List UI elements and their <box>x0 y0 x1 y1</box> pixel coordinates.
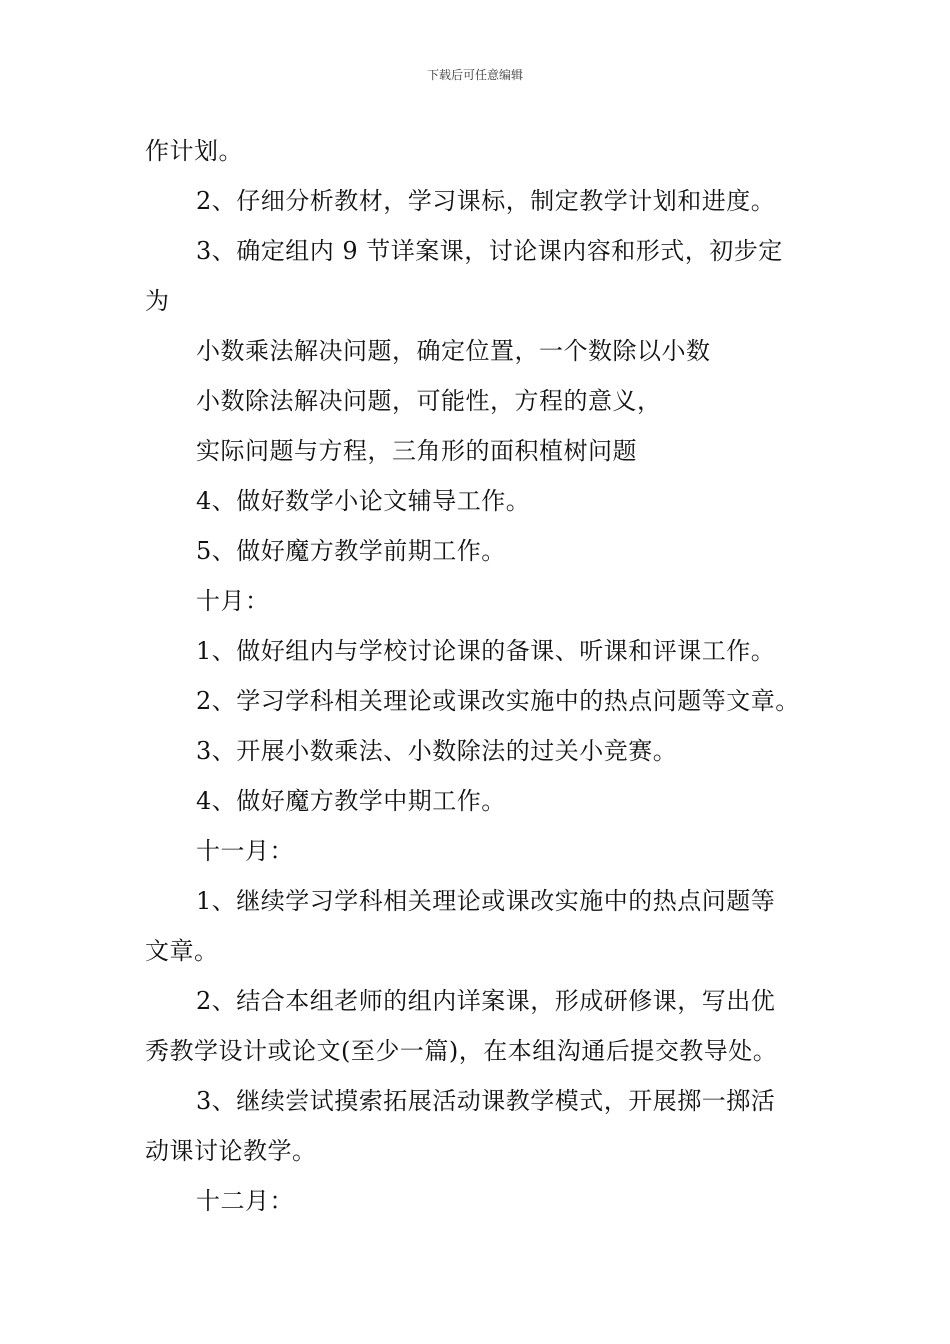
section-heading: 十一月： <box>196 837 294 865</box>
text-line: 文章。 <box>145 937 219 965</box>
page-header: 下载后可任意编辑 <box>426 68 523 82</box>
text-line: 1、继续学习学科相关理论或课改实施中的热点问题等 <box>196 887 776 915</box>
text-line: 实际问题与方程，三角形的面积植树问题 <box>196 437 637 465</box>
section-heading: 十月： <box>196 587 270 615</box>
document-body <box>145 126 815 1226</box>
text-line: 3、开展小数乘法、小数除法的过关小竞赛。 <box>196 737 678 765</box>
text-line: 3、继续尝试摸索拓展活动课教学模式，开展掷一掷活 <box>196 1087 776 1115</box>
text-line: 2、学习学科相关理论或课改实施中的热点问题等文章。 <box>196 687 800 715</box>
text-line: 2、结合本组老师的组内详案课，形成研修课，写出优 <box>196 987 776 1015</box>
text-line: 作计划。 <box>145 137 243 165</box>
section-heading: 十二月： <box>196 1187 294 1215</box>
text-line: 4、做好数学小论文辅导工作。 <box>196 487 531 515</box>
text-line: 动课讨论教学。 <box>145 1137 317 1165</box>
text-line: 1、做好组内与学校讨论课的备课、听课和评课工作。 <box>196 637 776 665</box>
text-line: 为 <box>145 287 170 315</box>
text-line: 秀教学设计或论文(至少一篇)，在本组沟通后提交教导处。 <box>145 1037 778 1065</box>
text-line: 2、仔细分析教材，学习课标，制定教学计划和进度。 <box>196 187 776 215</box>
text-line: 小数除法解决问题，可能性，方程的意义， <box>196 387 662 415</box>
text-line: 小数乘法解决问题，确定位置，一个数除以小数 <box>196 337 711 365</box>
text-line: 4、做好魔方教学中期工作。 <box>196 787 506 815</box>
text-line: 3、确定组内 9 节详案课，讨论课内容和形式，初步定 <box>196 237 783 265</box>
text-line: 5、做好魔方教学前期工作。 <box>196 537 506 565</box>
